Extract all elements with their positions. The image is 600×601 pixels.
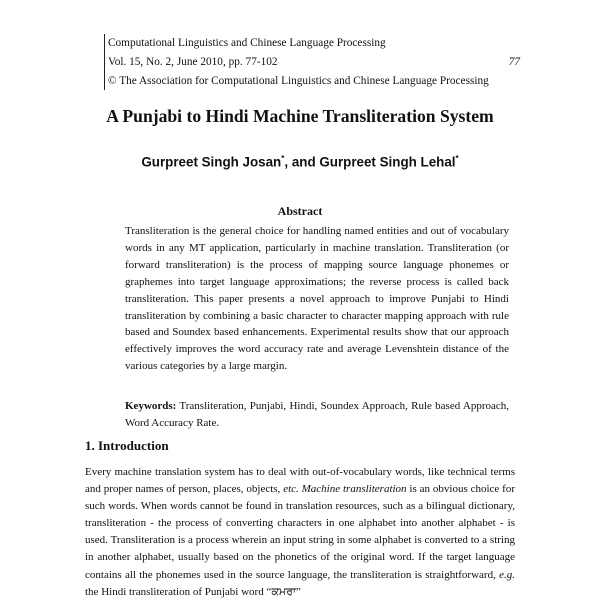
copyright-line: © The Association for Computational Linguistics and Chinese Language Processing <box>108 75 489 87</box>
keywords-list: Transliteration, Punjabi, Hindi, Soundex Approach, Rule based Approach, Word Accuracy Rate. <box>125 400 509 429</box>
intro-term-machine-transliteration: Machine transliteration <box>301 483 407 496</box>
intro-eg: e.g. <box>499 568 515 581</box>
abstract-heading: Abstract <box>277 204 323 218</box>
page-number: 77 <box>508 56 520 68</box>
keywords-label: Keywords: <box>125 400 177 412</box>
affiliation-mark-1: * <box>281 154 285 163</box>
affiliation-mark-2: * <box>455 154 459 163</box>
intro-etc: etc. <box>283 483 299 496</box>
abstract-text: Transliteration is the general choice for handling named entities and out of vocabulary words in any MT application, particularly in machine translation. Transliteration (or forward transliteration) is the process of mapping source language phonemes or graphemes into target language approximations; the reverse process is called back transliteration. This paper presents a novel approach to improve Punjabi to Hindi transliteration by combining a basic character to character mapping approach with rule based and Soundex based enhancements. Experimental results show that our approach effectively improves the word accuracy rate and average Levenshtein distance of the various categories by a large margin. <box>125 225 509 373</box>
journal-header <box>104 34 520 90</box>
author-separator: , and <box>284 154 320 170</box>
author-line <box>0 154 600 169</box>
keywords <box>125 398 509 432</box>
paper-title: A Punjabi to Hindi Machine Transliteration System <box>106 106 494 126</box>
author-1: Gurpreet Singh Josan <box>141 154 282 170</box>
intro-text-1: Every machine translation system has to deal with out-of-vocabulary words, like technical terms and proper names of person, places, objects, <box>85 466 515 496</box>
volume-info: Vol. 15, No. 2, June 2010, pp. 77-102 <box>108 56 278 68</box>
intro-text-2: is an obvious choice for such words. When words cannot be found in translation resources, such as a bilingual dictionary, transliteration - the process of converting characters in one alphabet into another alphabet - is used. Transliteration is a process wherein an input string in some alphabet is converted to a string in another alphabet, usually based on the phonetics of the original word. If the target language contains all the phonemes used in the source language, the transliteration is straightforward, <box>85 483 516 581</box>
intro-paragraph <box>85 464 515 601</box>
author-2: Gurpreet Singh Lehal <box>319 154 456 170</box>
intro-text-3: the Hindi transliteration of Punjabi word “ਕਮਰਾ” <box>85 585 301 598</box>
section-heading: 1. Introduction <box>85 438 169 453</box>
journal-name: Computational Linguistics and Chinese Language Processing <box>108 37 386 49</box>
